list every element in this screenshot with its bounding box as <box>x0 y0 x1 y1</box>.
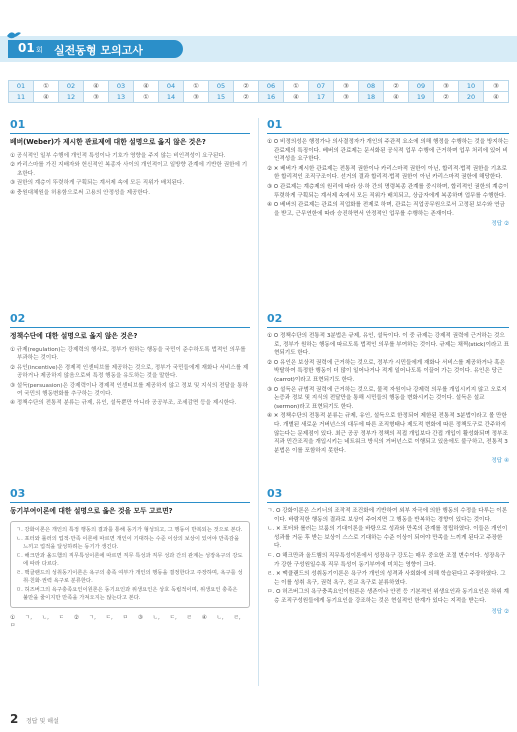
q-num: 16 <box>259 92 284 103</box>
option-4: ④ 정책수단의 전통적 분류는 규제, 유인, 설득뿐만 아니라 공공부조, 조세감면 등을 제시한다. <box>10 400 237 407</box>
explanation-line: ④ ⭘ 베버의 관료제는 관료의 직업화를 전제로 하며, 관료는 직업공무원으로서 고정된 보수와 연금을 받고, 근무연한에 따라 승진하면서 안정적인 업무를 수행하는 존재이다. <box>267 202 505 217</box>
q-num: 10 <box>459 81 484 92</box>
explanation-02 <box>267 312 509 464</box>
option-2: ② 카리스마를 가진 지배자와 헌신적인 복종자 사이의 개인적이고 일방향 관계에 기반한 권한에 기초한다. <box>10 162 248 177</box>
explanation-line: ④ ✕ 정책수단의 전통적 분류는 규제, 유인, 설득으로 한정되어 제한된 전통적 3분법이라고 볼 만한다. 개별된 새로운 거버넌스의 대두에 따른 조직형태나 제도적 변화에 따른 정책도구로 간주하지 않는다는 문제점이 있다. 최근 공공 정부가 정책의 직접 개입보다 간접 개입이 활성화되며 정부조직과 민간조직을 개입시키는 네트워크 방식의 거버넌스로 이행되고 있음에도 불구하고, 전통적 3분법은 이를 포함하지 못한다. <box>267 413 508 454</box>
choice-2: ② ㄱ, ㄷ, ㅁ <box>73 615 129 621</box>
q-num: 15 <box>209 92 234 103</box>
q-ans: ② <box>234 92 259 103</box>
explanation-line: ① ⭘ 비정의성은 행정가나 의사결정자가 개인의 주관적 요소에 의해 행정을 수행하는 것을 방지하는 관료제의 특징이다. 베버의 관료제는 문서화된 공식적 업무 수행에 근거하며 업무 처리에 있어 비인격성을 요구한다. <box>267 139 509 163</box>
q-ans: ② <box>434 92 459 103</box>
q-num: 03 <box>109 81 134 92</box>
statement-item: ㅁ. 허즈버그의 욕구충족요인이원론은 동기요인과 위생요인은 상호 독립적이며, 위생요인 충족은 불만을 줄이지만 만족을 가져오지는 않는다고 본다. <box>16 587 238 601</box>
q-ans: ③ <box>334 92 359 103</box>
q-ans: ③ <box>84 92 109 103</box>
choice-3: ③ ㄴ, ㄷ, ㄹ <box>137 615 192 621</box>
q-ans: ① <box>34 81 59 92</box>
explanation-line: ③ ⭘ 관료제는 계층제의 원리에 따라 상·하 간의 명령복종 관계를 중시하며, 합리적인 권한의 계층이 뚜렷하게 구획되는 계서제 속에서 모든 직위가 배치되고, 상급자에게 복종하며 업무를 수행한다. <box>267 183 509 199</box>
statement-item: ㄹ. 맥클랜드의 성취동기이론은 욕구의 충족 여부가 개인의 행동을 결정한다고 주장하며, 욕구를 성취·친화·권력 욕구로 분류한다. <box>16 570 243 584</box>
answer-label: 정답 ② <box>491 221 509 228</box>
q-ans: ④ <box>284 92 309 103</box>
q-ans: ③ <box>434 81 459 92</box>
q-ans: ③ <box>484 81 509 92</box>
q-num: 02 <box>59 81 84 92</box>
column-divider <box>258 118 259 686</box>
q-num: 20 <box>459 92 484 103</box>
question-02 <box>10 312 250 409</box>
question-03 <box>10 487 250 629</box>
answer-choices <box>10 613 250 629</box>
statement-item: ㄱ. 강화이론은 개인의 특정 행동의 결과를 통해 동기가 형성되고, 그 행동이 반복되는 것으로 본다. <box>16 527 243 533</box>
q-ans: ④ <box>384 92 409 103</box>
q-ans: ④ <box>134 81 159 92</box>
q-num: 06 <box>259 81 284 92</box>
explanation-number: 03 <box>267 487 509 503</box>
q-num: 18 <box>359 92 384 103</box>
q-ans: ① <box>284 81 309 92</box>
explanation-01 <box>267 118 509 227</box>
q-ans: ② <box>234 81 259 92</box>
q-num: 04 <box>159 81 184 92</box>
explanation-line: ㄹ. ✕ 맥클랜드의 성취동기이론은 욕구가 개인의 성격과 사회화에 의해 학습된다고 주장하였다. 그는 이를 성취 욕구, 권력 욕구, 친교 욕구로 분류하였다. <box>267 571 506 586</box>
q-ans: ③ <box>184 92 209 103</box>
q-num: 11 <box>9 92 34 103</box>
question-number: 03 <box>10 487 250 503</box>
statement-item: ㄴ. 포터와 롤러의 업적·만족 이론에 따르면 개인이 기대하는 수준 이상의 보상이 있어야 만족감을 느끼고 업적을 달성하려는 동기가 생긴다. <box>16 536 240 550</box>
question-text: 베버(Weber)가 제시한 관료제에 대한 설명으로 옳지 않은 것은? <box>10 138 206 146</box>
answer-table <box>8 80 509 103</box>
bird-icon <box>6 30 22 40</box>
option-4: ④ 충원대체원을 허용함으로써 고용의 안정성을 제공한다. <box>10 189 150 196</box>
q-ans: ① <box>134 92 159 103</box>
explanation-03 <box>267 487 509 615</box>
question-01 <box>10 118 250 198</box>
q-num: 05 <box>209 81 234 92</box>
question-number: 01 <box>10 118 250 134</box>
q-ans: ① <box>184 81 209 92</box>
option-1: ① 규제(regulation)는 강제력의 행사로, 정부가 원하는 행동을 국민이 준수하도록 법적인 의무를 부과하는 것이다. <box>10 347 246 362</box>
q-ans: ④ <box>84 81 109 92</box>
q-num: 07 <box>309 81 334 92</box>
explanation-line: ㄱ. ⭘ 강화이론은 스키너의 조작적 조건화에 기반하여 외부 자극에 의한 행동의 수정을 다루는 이론이다. 바람직한 행동의 결과로 보상이 주어지면 그 행동을 반복하는 경향이 있다는 것이다. <box>267 508 508 523</box>
choice-1: ① ㄱ, ㄴ, ㄷ <box>10 615 65 621</box>
q-num: 19 <box>409 92 434 103</box>
test-number: 01 <box>18 41 35 55</box>
q-num: 14 <box>159 92 184 103</box>
q-num: 09 <box>409 81 434 92</box>
q-num: 01 <box>9 81 34 92</box>
explanation-line: ㄷ. ⭘ 해크만과 올드햄의 직무특성이론에서 성장욕구 강도는 매우 중요한 조절 변수이다. 성장욕구가 강한 구성원일수록 직무 특성이 동기부여에 미치는 영향이 크다. <box>267 552 506 568</box>
explanation-number: 01 <box>267 118 509 134</box>
choice-4: ④ ㄴ, ㄹ, ㅁ <box>10 615 241 629</box>
explanation-line: ② ⭘ 유인은 보상적 권력에 근거하는 것으로, 정부가 시민들에게 재화나 서비스를 제공하거나 혹은 박탈하여 특정한 행동이 더 많이 일어나거나 적게 일어나도록 이끌어 가는 것이다. 유인은 당근(carrot)이라고 표현되기도 한다. <box>267 359 505 383</box>
option-3: ③ 설득(persuasion)은 강제력이나 경제적 인센티브를 제공하지 않고 정보 및 지식의 전달을 통하여 국민의 행동변화를 추구하는 것이다. <box>10 382 248 398</box>
q-ans: ③ <box>334 81 359 92</box>
option-2: ② 유인(incentive)은 경제적 인센티브를 제공하는 것으로, 정부가 국민들에게 재화나 서비스를 제공하거나 제공하지 않음으로써 특정 행동을 유도하는 것을 말한다. <box>10 364 249 380</box>
explanation-number: 02 <box>267 312 509 328</box>
q-ans: ② <box>384 81 409 92</box>
q-ans: ④ <box>34 92 59 103</box>
question-number: 02 <box>10 312 250 328</box>
explanation-line: ③ ⭘ 설득은 규범적 권력에 근거하는 것으로, 물적 자원이나 강제력 의무를 개입시키지 않고 오로지 논증과 정보 및 지식의 전달만을 통해 시민들의 행동을 변화시키는 것이다. 설득은 설교(sermon)라고 표현되기도 한다. <box>267 386 507 410</box>
explanation-line: ② ✕ 베버가 제시한 관료제는 전통적 권한이나 카리스마적 권한이 아닌, 합리적·법적 권한을 기초로 한 합리적인 조직구조이다. 선거의 결과 합리적·법적 권한이 아닌 카리스마적 권한에 해당한다. <box>267 165 507 181</box>
q-num: 17 <box>309 92 334 103</box>
answer-label: 정답 ② <box>491 608 509 615</box>
answer-label: 정답 ④ <box>491 458 509 465</box>
statement-item: ㄷ. 해크만과 올드햄의 직무특성이론에 따르면 직무 특성과 직무 성과 간의 관계는 성장욕구의 강도에 따라 다르다. <box>16 553 243 567</box>
header-banner <box>0 0 517 62</box>
answer-row-2 <box>9 92 509 103</box>
option-1: ① 공식적인 일부 수행에 개인적 특성이나 기호가 영향을 주지 않는 비인격성이 요구된다. <box>10 153 226 159</box>
q-num: 12 <box>59 92 84 103</box>
explanation-line: ㅁ. ⭘ 허즈버그의 욕구충족요인이원론은 생존이나 안전 등 기본적인 위생요인과 동기요인은 하위 계층 조직구성원들에게 동기요인을 강조하는 것은 현실적인 한계가 있다는 지적을 받는다. <box>267 589 509 604</box>
q-num: 08 <box>359 81 384 92</box>
statement-box <box>10 521 250 608</box>
explanation-line: ㄴ. ✕ 포터와 롤러는 브룸의 기대이론을 바탕으로 성과와 만족의 관계를 정립하였다. 이들은 개인이 성과를 거둔 후 받는 보상이 스스로 기대하는 수준 이상이 되어야 만족을 느끼게 된다고 주장한다. <box>267 526 508 550</box>
question-text: 동기부여이론에 대한 설명으로 옳은 것을 모두 고르면? <box>10 507 173 515</box>
answer-row-1 <box>9 81 509 92</box>
page-title: 실전동형 모의고사 <box>54 44 143 57</box>
option-3: ③ 권한의 계층이 뚜렷하게 구획되는 계서제 속에 모든 직위가 배치된다. <box>10 180 185 187</box>
test-hoe: 회 <box>36 46 43 54</box>
q-ans: ④ <box>484 92 509 103</box>
explanation-line: ① ⭘ 정책수단의 전통적 3분법은 규제, 유인, 설득이다. 이 중 규제는 강제적 권력에 근거하는 것으로, 정부가 원하는 행동에 따르도록 법적인 의무를 부여하는 것이다. 규제는 채찍(stick)이라고 표현되기도 한다. <box>267 333 509 357</box>
page-number: 2 <box>10 712 19 726</box>
q-num: 13 <box>109 92 134 103</box>
footer-label: 정답 및 해설 <box>26 718 59 725</box>
question-text: 정책수단에 대한 설명으로 옳지 않은 것은? <box>10 332 138 340</box>
